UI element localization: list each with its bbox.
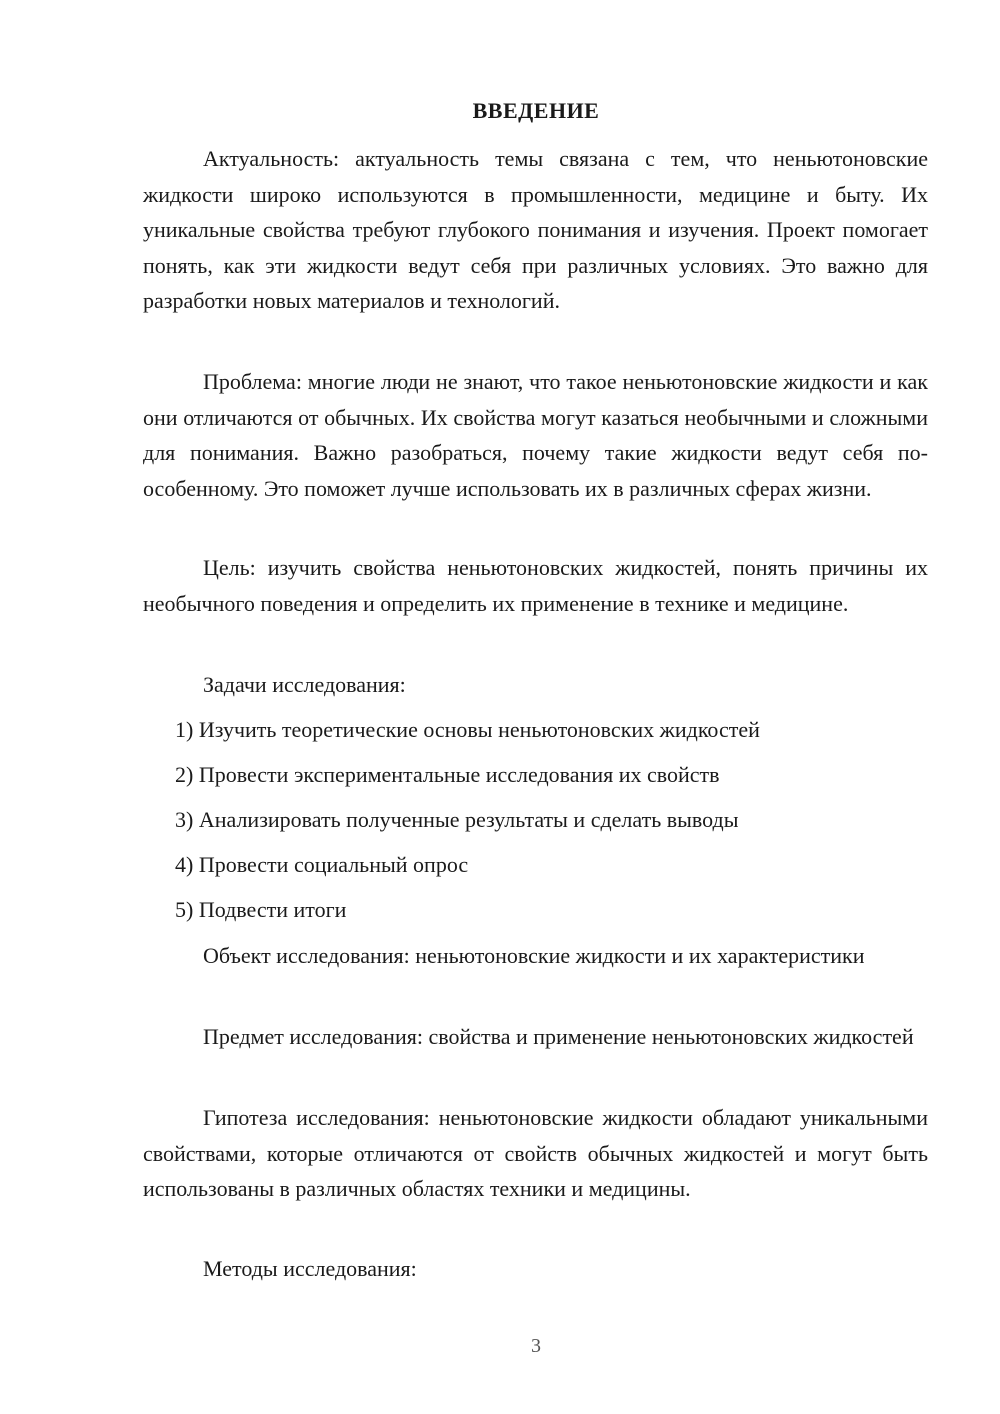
task-item-1: 1) Изучить теоретические основы неньютоновских жидкостей [175, 717, 760, 742]
paragraph-subject: Предмет исследования: свойства и применение неньютоновских жидкостей [203, 1024, 914, 1049]
methods-heading: Методы исследования: [203, 1256, 417, 1281]
page-title: ВВЕДЕНИЕ [472, 98, 600, 123]
paragraph-relevance: Актуальность: актуальность темы связана с тем, что неньютоновские жидкости широко используются в промышленности, медицине и быту. Их уникальные свойства требуют глубокого понимания и изучения. Проект помогает понять, как эти жидкости ведут себя при различных условиях. Это важно для разработки новых материалов и технологий. [143, 146, 928, 313]
task-item-2: 2) Провести экспериментальные исследования их свойств [175, 762, 720, 787]
paragraph-goal: Цель: изучить свойства неньютоновских жидкостей, понять причины их необычного поведения и определить их применение в технике и медицине. [143, 555, 928, 616]
task-item-5: 5) Подвести итоги [175, 897, 347, 922]
paragraph-object: Объект исследования: неньютоновские жидкости и их характеристики [203, 943, 865, 968]
page-number: 3 [531, 1335, 541, 1357]
paragraph-problem: Проблема: многие люди не знают, что такое неньютоновские жидкости и как они отличаются от обычных. Их свойства могут казаться необычными и сложными для понимания. Важно разобраться, почему такие жидкости ведут себя по-особенному. Это поможет лучше использовать их в различных сферах жизни. [143, 369, 928, 501]
task-item-4: 4) Провести социальный опрос [175, 852, 469, 877]
tasks-heading: Задачи исследования: [203, 672, 406, 697]
task-item-3: 3) Анализировать полученные результаты и сделать выводы [175, 807, 739, 832]
paragraph-hypothesis: Гипотеза исследования: неньютоновские жидкости обладают уникальными свойствами, которые отличаются от свойств обычных жидкостей и могут быть использованы в различных областях техники и медицины. [143, 1105, 928, 1201]
